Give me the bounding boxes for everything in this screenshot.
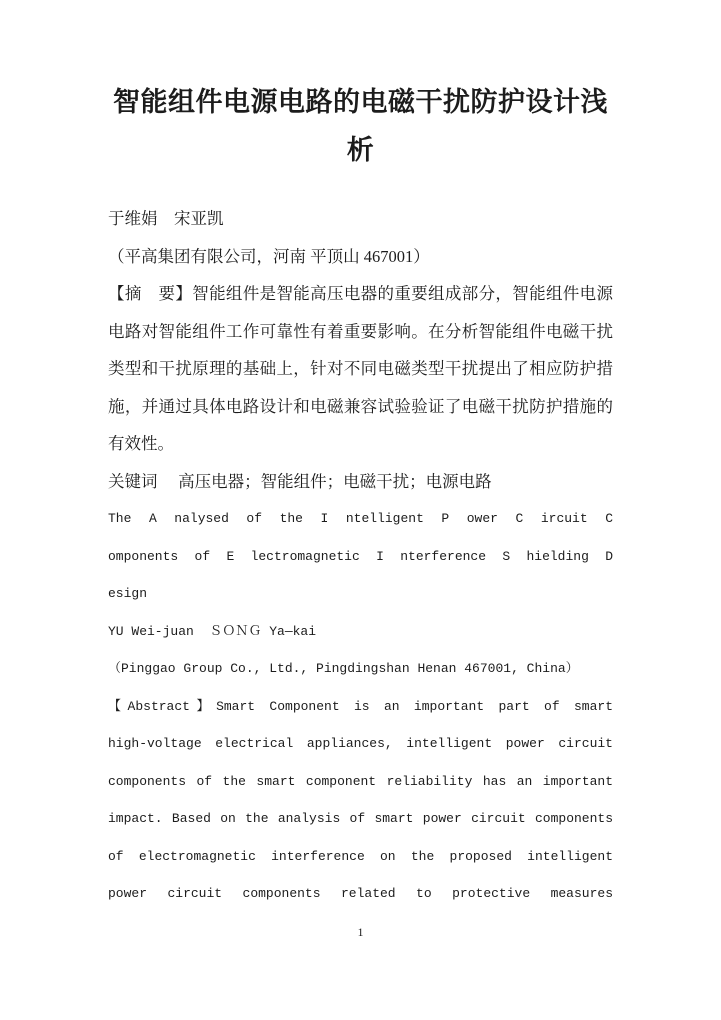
paper-body [108, 200, 613, 913]
abstract-cn-line: 类型和干扰原理的基础上，针对不同电磁类型干扰提出了相应防护措 [108, 359, 613, 378]
abstract-cn-line: 【摘 要】智能组件是智能高压电器的重要组成部分，智能组件电源 [108, 284, 613, 303]
affiliation-cn: （平高集团有限公司，河南 平顶山 467001） [108, 246, 430, 266]
abstract-en-line: 【Abstract】Smart Component is an important part of smart [108, 698, 613, 714]
abstract-en-line: high-voltage electrical appliances, intelligent power circuit [108, 736, 613, 751]
abstract-cn-line: 电路对智能组件工作可靠性有着重要影响。在分析智能组件电磁干扰 [108, 321, 613, 341]
authors-cn: 于维娟 宋亚凯 [108, 209, 224, 228]
paper-title-cn-line-1: 智能组件电源电路的电磁干扰防护设计浅 [113, 87, 608, 117]
authors-en: YU Wei-juan ＳＯＮＧ Ya—kai [108, 623, 317, 639]
paper-title-en-line: esign [108, 586, 148, 601]
abstract-en-line: impact. Based on the analysis of smart power circuit components [108, 811, 613, 826]
abstract-en-line: components of the smart component reliability has an important [108, 773, 613, 789]
abstract-cn-line: 有效性。 [108, 434, 174, 453]
page-number: 1 [357, 925, 364, 939]
paper-title-en-line: omponents of E lectromagnetic I nterference S hielding D [108, 548, 613, 564]
paper-title-cn-line-2: 析 [346, 135, 375, 165]
keywords-cn: 关键词 高压电器；智能组件；电磁干扰；电源电路 [108, 471, 492, 491]
abstract-en-line: power circuit components related to protective measures [108, 886, 613, 901]
abstract-en-line: of electromagnetic interference on the proposed intelligent [108, 848, 613, 864]
paper-title-cn [108, 78, 613, 174]
abstract-cn-line: 施，并通过具体电路设计和电磁兼容试验验证了电磁干扰防护措施的 [108, 396, 613, 416]
affiliation-en: （Pinggao Group Co., Ltd., Pingdingshan Henan 467001, China） [108, 661, 579, 676]
paper-title-en-line: The A nalysed of the I ntelligent P ower C ircuit C [108, 511, 613, 526]
